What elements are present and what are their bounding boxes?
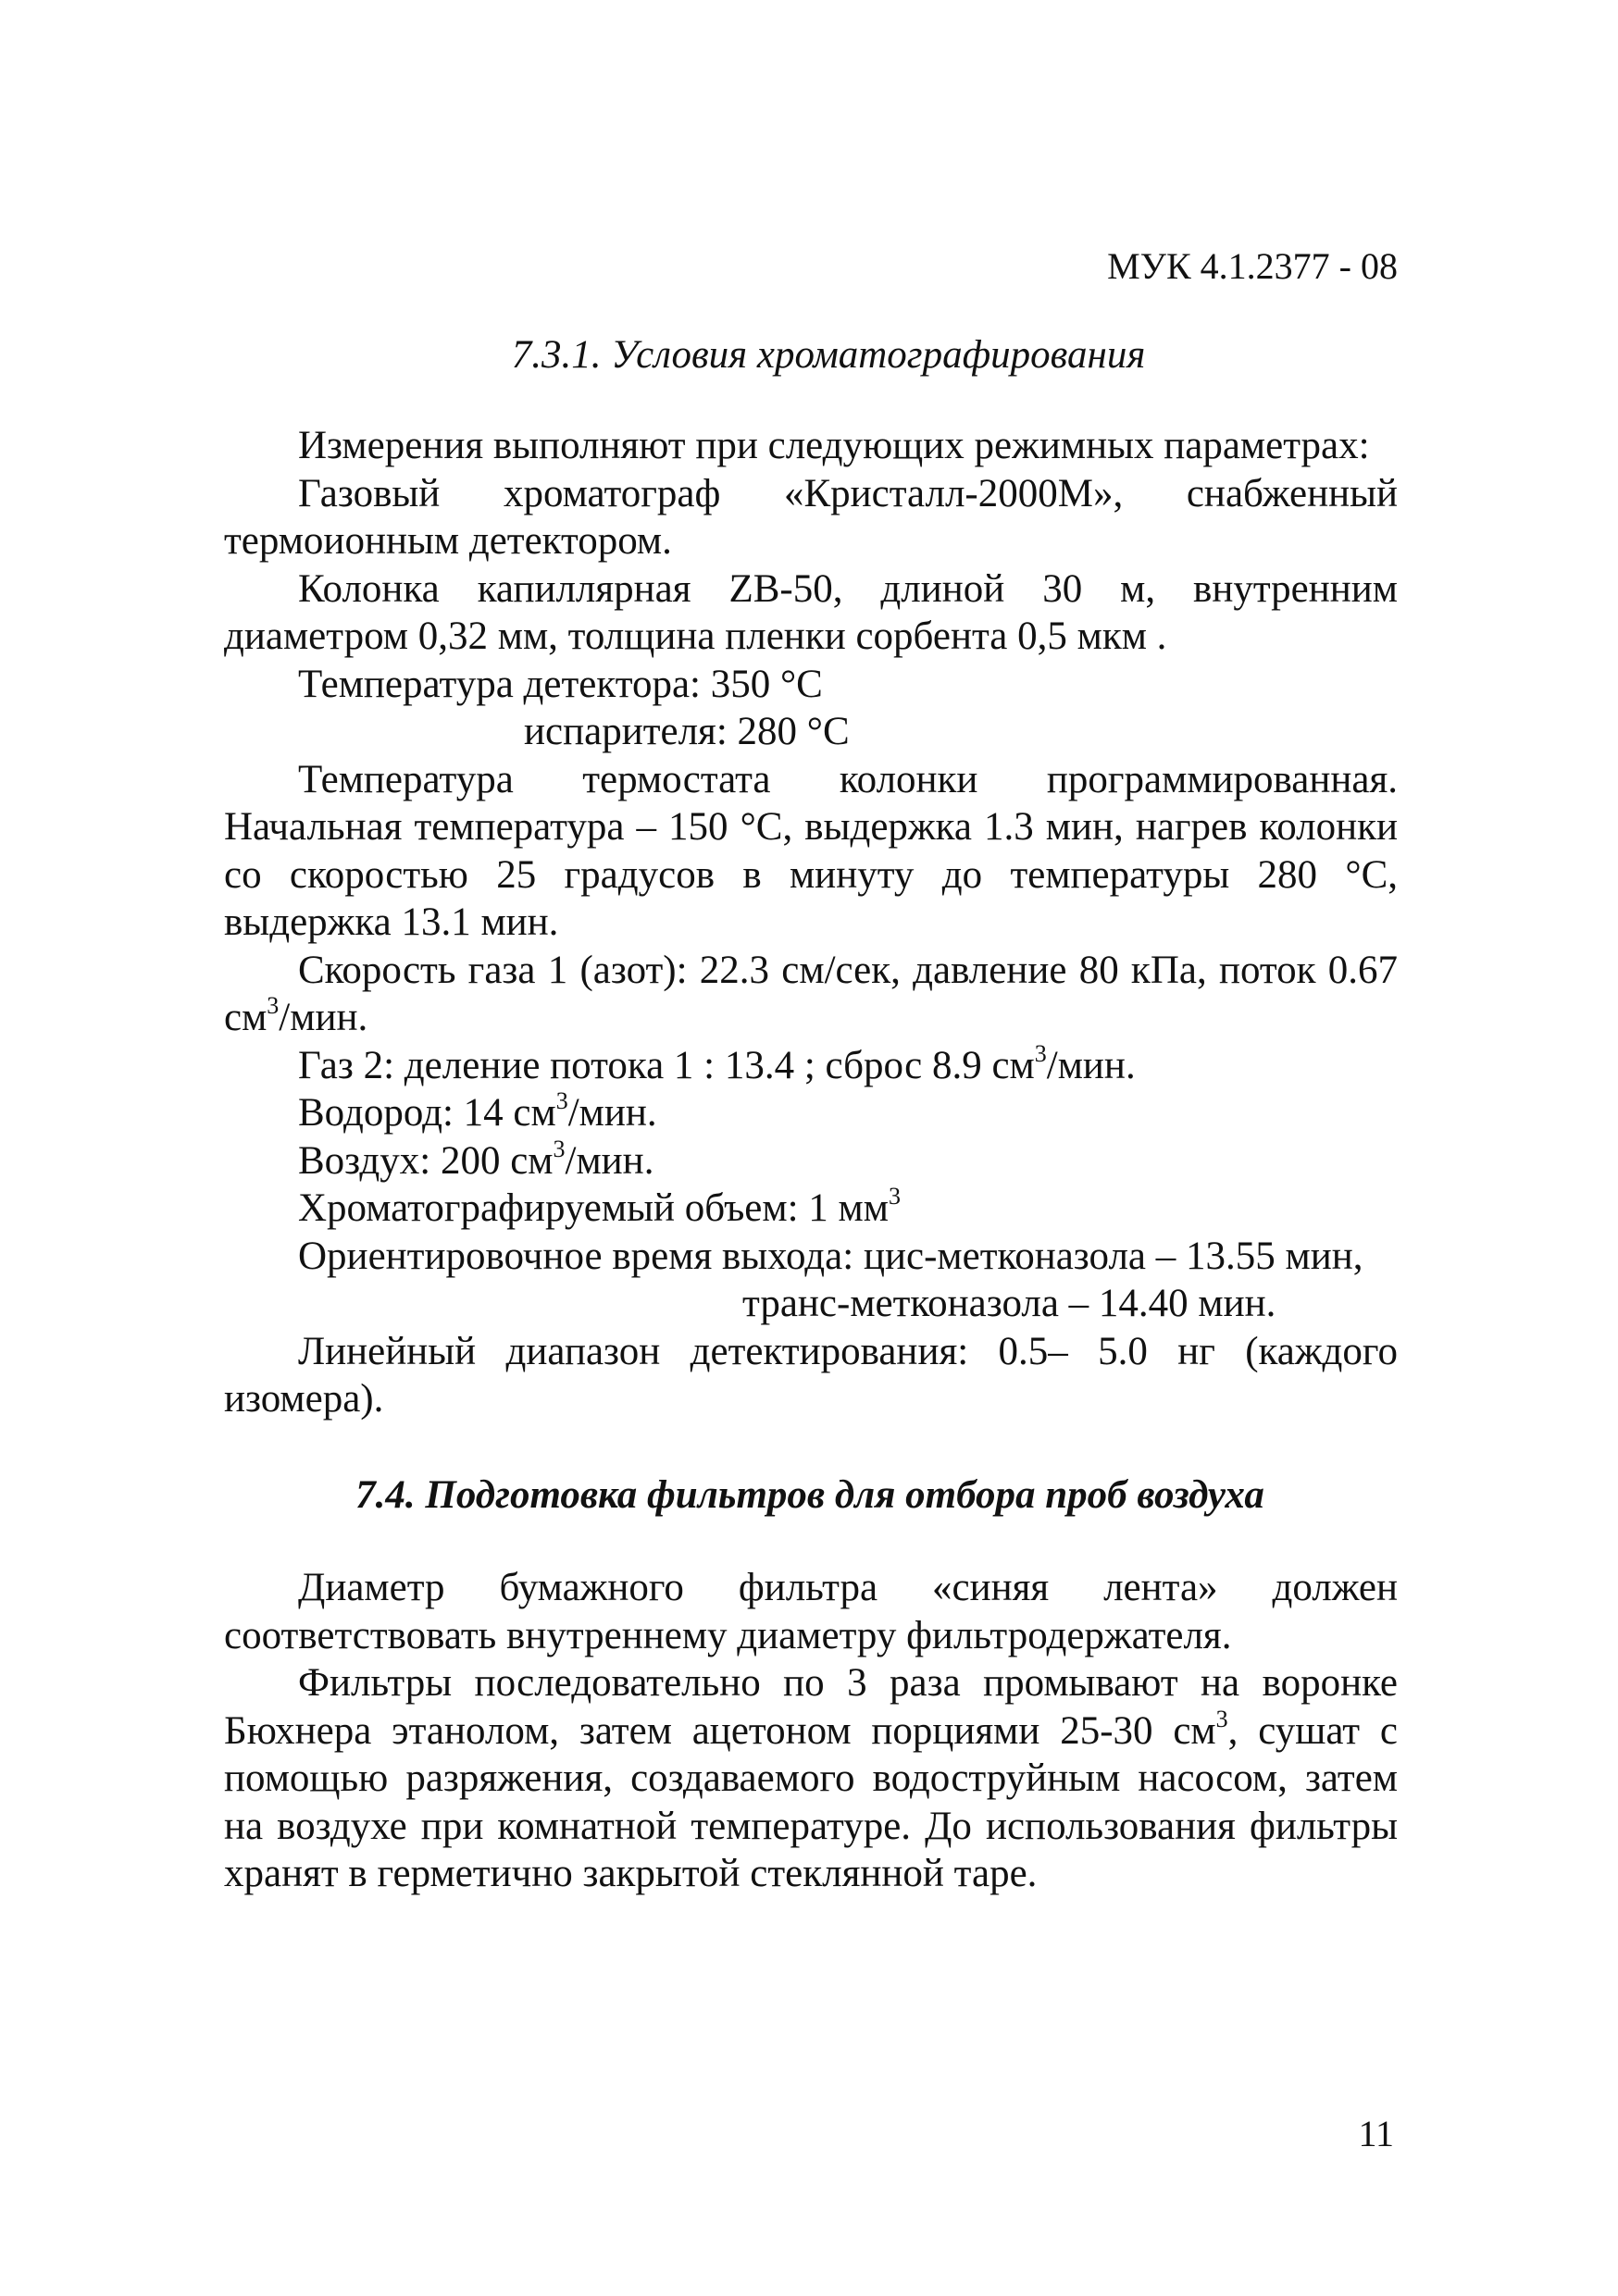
section-heading-chromatography-conditions: 7.3.1. Условия хроматографирования	[511, 333, 1146, 377]
paragraph-linear-range: Линейный диапазон детектирования: 0.5– 5.0 нг (каждого изомера).	[224, 1329, 1398, 1421]
volume-text: Хроматографируемый объем: 1 мм	[298, 1186, 889, 1230]
line-air	[224, 1137, 1398, 1185]
paragraph-filter-diameter: Диаметр бумажного фильтра «синяя лента» должен соответствовать внутреннему диаметру фильтродержателя.	[224, 1566, 1398, 1657]
paragraph-column: Колонка капиллярная ZB-50, длиной 30 м, внутренним диаметром 0,32 мм, толщина пленки сорбента 0,5 мкм .	[224, 566, 1398, 658]
line-retention-trans: транс-метконазола – 14.40 мин.	[742, 1282, 1276, 1325]
line-hydrogen	[224, 1089, 1398, 1137]
superscript-3: 3	[888, 1183, 901, 1210]
gas2-text: Газ 2: деление потока 1 : 13.4 ; сброс 8.9 см	[298, 1043, 1035, 1087]
document-code: МУК 4.1.2377 - 08	[1107, 245, 1398, 287]
washing-text-continued: , сушат с помощью разряжения, создаваемого водоструйным насосом, затем на воздухе при комнатной температуре. До использования фильтры хранят в герметично закрытой стеклянной таре.	[224, 1708, 1399, 1895]
paragraph-thermostat: Температура термостата колонки программированная. Начальная температура – 150 °С, выдержка 1.3 мин, нагрев колонки со скоростью 25 градусов в минуту до температуры 280 °С, выдержка 13.1 мин.	[224, 757, 1398, 944]
line-retention-cis: Ориентировочное время выхода: цис-метконазола – 13.55 мин,	[298, 1234, 1363, 1278]
superscript-3: 3	[267, 992, 280, 1019]
gas1-unit: /мин.	[279, 996, 368, 1039]
hydrogen-text: Водород: 14 см	[298, 1091, 556, 1135]
paragraph-filter-washing	[224, 1659, 1398, 1898]
superscript-3: 3	[1034, 1039, 1047, 1067]
paragraph-chromatograph: Газовый хроматограф «Кристалл-2000М», снабженный термоионным детектором.	[224, 471, 1398, 563]
line-temp-evaporator: испарителя: 280 °С	[524, 710, 850, 753]
section-heading-filter-preparation: 7.4. Подготовка фильтров для отбора проб воздуха	[355, 1473, 1264, 1517]
superscript-3: 3	[555, 1087, 568, 1114]
gas1-text: Скорость газа 1 (азот): 22.3 см/сек, давление 80 кПа, поток 0.67 см	[224, 948, 1398, 1039]
line-temp-detector: Температура детектора: 350 °С	[298, 662, 823, 706]
air-text: Воздух: 200 см	[298, 1138, 554, 1183]
superscript-3: 3	[1215, 1705, 1228, 1732]
filter-preparation-body	[224, 1564, 1398, 1898]
hydrogen-unit: /мин.	[567, 1091, 657, 1135]
paragraph-gas1	[224, 947, 1398, 1042]
superscript-3: 3	[553, 1135, 566, 1162]
line-gas2	[224, 1039, 1398, 1090]
line-volume	[224, 1185, 1398, 1233]
air-unit: /мин.	[565, 1138, 654, 1183]
washing-text: Фильтры последовательно по 3 раза промывают на воронке Бюхнера этанолом, затем ацетоном порциями 25-30 см	[224, 1661, 1398, 1753]
gas2-unit: /мин.	[1046, 1043, 1136, 1087]
paragraph-measurements: Измерения выполняют при следующих режимных параметрах:	[298, 424, 1370, 467]
page-number: 11	[1358, 2113, 1394, 2154]
chromatography-conditions-body	[224, 422, 1398, 1423]
